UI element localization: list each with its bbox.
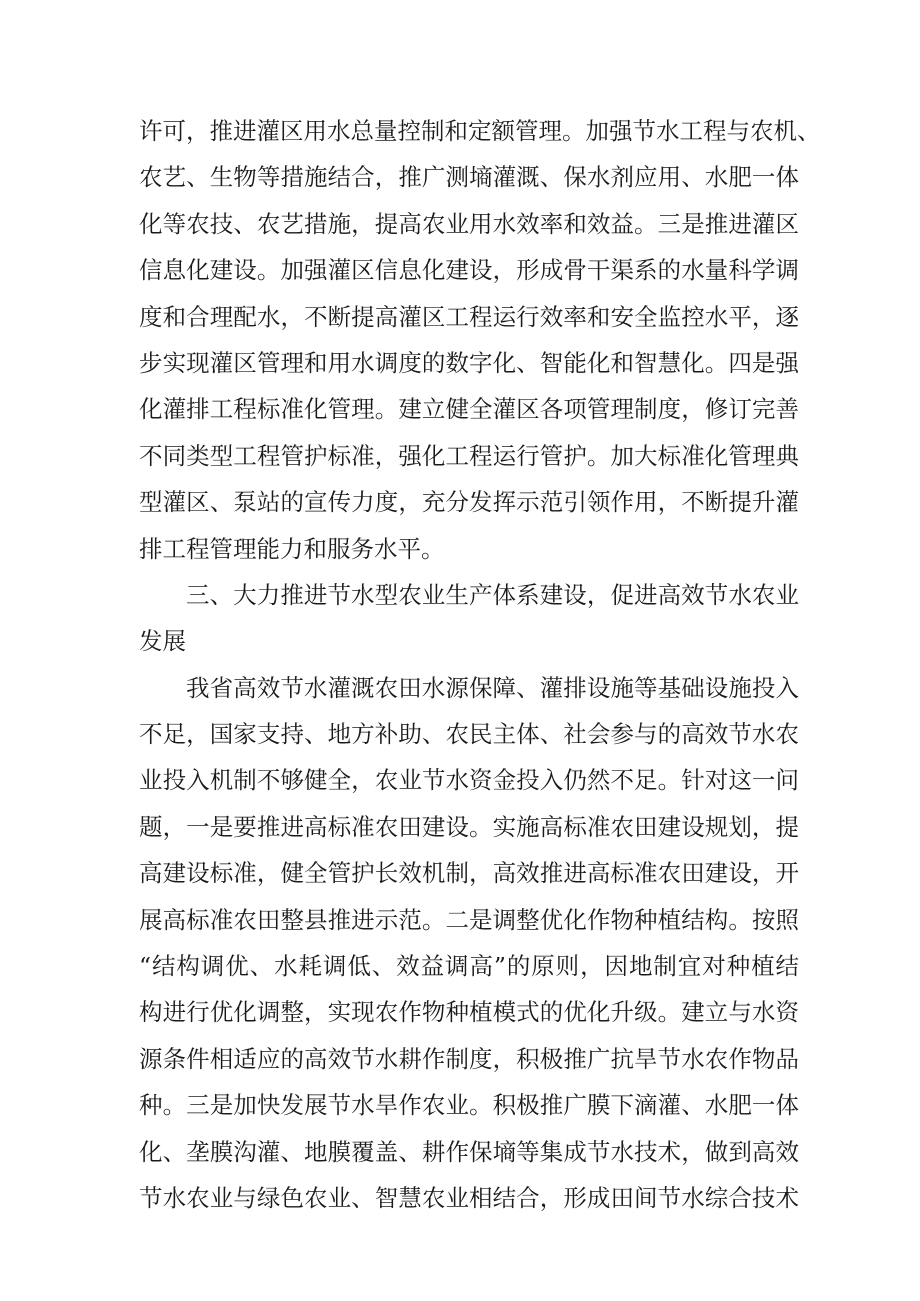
text-line: 化等农技、农艺措施，提高农业用水效率和效益。三是推进灌区: [139, 209, 799, 238]
text-line: 不足，国家支持、地方补助、农民主体、社会参与的高效节水农: [139, 720, 799, 749]
text-line: 型灌区、泵站的宣传力度，充分发挥示范引领作用，不断提升灌: [139, 488, 799, 517]
text-line: 化、垄膜沟灌、地膜覆盖、耕作保墒等集成节水技术，做到高效: [139, 1137, 799, 1166]
text-line: 三、大力推进节水型农业生产体系建设，促进高效节水农业: [186, 580, 799, 609]
text-line: 题，一是要推进高标准农田建设。实施高标准农田建设规划，提: [139, 812, 799, 841]
text-line: 许可，推进灌区用水总量控制和定额管理。加强节水工程与农机、: [139, 117, 821, 145]
text-line: 化灌排工程标准化管理。建立健全灌区各项管理制度，修订完善: [139, 395, 799, 424]
body-text: [139, 108, 821, 1221]
text-line: 构进行优化调整，实现农作物种植模式的优化升级。建立与水资: [139, 998, 799, 1027]
text-line: 步实现灌区管理和用水调度的数字化、智能化和智慧化。四是强: [139, 348, 799, 377]
text-line: 信息化建设。加强灌区信息化建设，形成骨干渠系的水量科学调: [139, 256, 799, 285]
text-line: 展高标准农田整县推进示范。二是调整优化作物种植结构。按照: [139, 905, 799, 934]
text-line: 排工程管理能力和服务水平。: [139, 534, 445, 563]
text-line: “结构调优、水耗调低、效益调高”的原则，因地制宜对种植结: [139, 952, 799, 981]
text-line: 业投入机制不够健全，农业节水资金投入仍然不足。针对这一问: [139, 766, 799, 795]
text-line: 我省高效节水灌溉农田水源保障、灌排设施等基础设施投入: [186, 673, 799, 702]
text-line: 源条件相适应的高效节水耕作制度，积极推广抗旱节水农作物品: [139, 1044, 799, 1073]
text-line: 度和合理配水，不断提高灌区工程运行效率和安全监控水平，逐: [139, 302, 799, 331]
text-line: 农艺、生物等措施结合，推广测墒灌溉、保水剂应用、水肥一体: [139, 163, 799, 192]
text-line: 种。三是加快发展节水旱作农业。积极推广膜下滴灌、水肥一体: [139, 1091, 799, 1120]
text-line: 节水农业与绿色农业、智慧农业相结合，形成田间节水综合技术: [139, 1183, 799, 1212]
text-line: 高建设标准，健全管护长效机制，高效推进高标准农田建设，开: [139, 859, 799, 888]
text-line: 发展: [139, 627, 186, 656]
text-line: 不同类型工程管护标准，强化工程运行管护。加大标准化管理典: [139, 441, 799, 470]
